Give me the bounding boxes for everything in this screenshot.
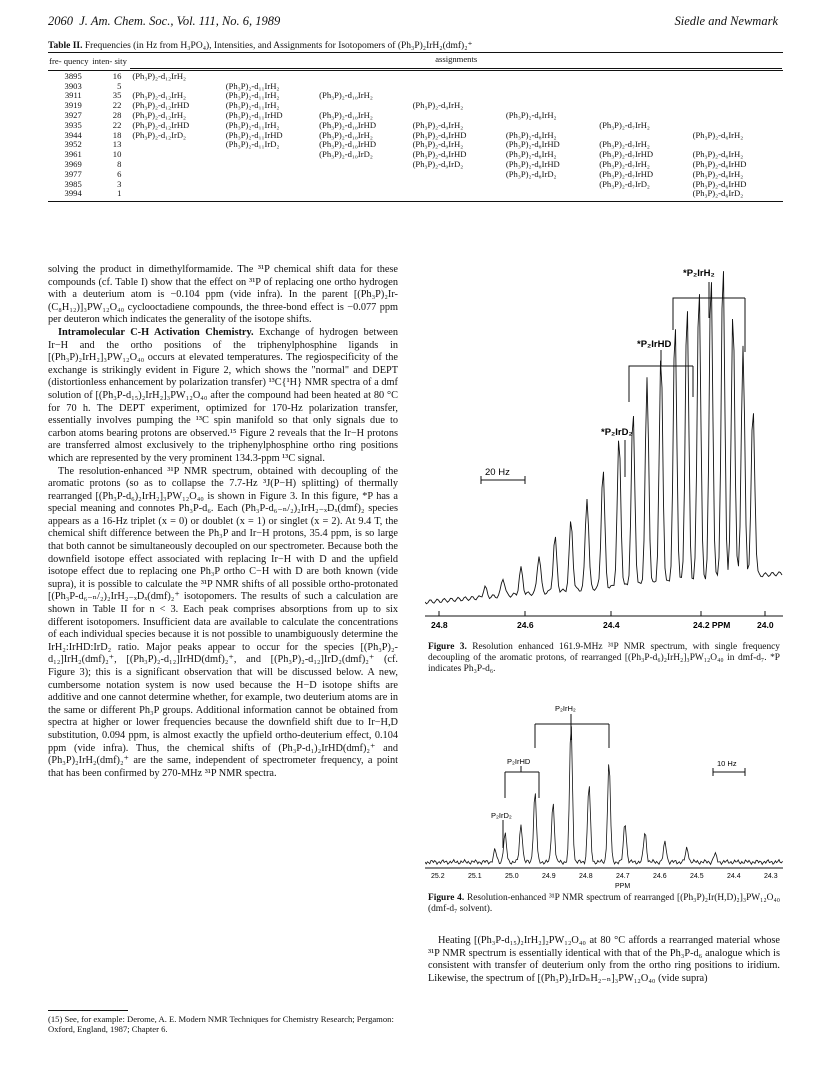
col-header-assignments: assignments	[129, 53, 783, 71]
cell-assignment: (Ph₃P)₂-d₇IrD₂	[599, 178, 650, 189]
cell-assignment	[690, 82, 783, 92]
fig3-label-ird2: *P₂IrD₂	[601, 427, 633, 438]
fig3-caption-text: Resolution enhanced 161.9-MHz ³¹P NMR spectrum, with single frequency decoupling of the aromatic protons, of rearranged [(Ph₃P-d₆)₂IrH₂]₃PW₁₂O₄₀ in dmf-d₇. *P indicates Ph₃P-d₆.	[428, 642, 780, 674]
cell-frequency: 3944	[64, 129, 82, 140]
cell-frequency: 3919	[64, 100, 82, 111]
cell-intensity: 8	[117, 158, 122, 169]
cell-assignment	[690, 91, 783, 101]
cell-assignment	[316, 170, 409, 180]
table-row	[48, 160, 783, 170]
cell-assignment: (Ph₃P)₂-d₉IrHD	[412, 129, 467, 140]
figure-4-caption	[428, 893, 780, 915]
cell-assignment	[596, 189, 689, 199]
cell-assignment: (Ph₃P)₂-d₁₁IrH₂	[225, 80, 280, 91]
fig4-ppm-label: PPM	[615, 883, 631, 890]
cell-frequency: 3895	[64, 70, 82, 81]
figure-3-spectrum	[425, 262, 785, 632]
cell-assignment	[690, 111, 783, 121]
table-row	[48, 72, 783, 82]
fig4-scale-label: 10 Hz	[717, 759, 737, 768]
cell-assignment: (Ph₃P)₂-d₁₁IrH₂	[225, 100, 280, 111]
cell-frequency: 3985	[64, 178, 82, 189]
table-ii	[48, 52, 783, 202]
table-row	[48, 170, 783, 180]
fig4-caption-text: Resolution-enhanced ³¹P NMR spectrum of rearranged [(Ph₃P)₂Ir(H,D)₂]₃PW₁₂O₄₀ (dmf-d₇ solvent).	[428, 893, 780, 914]
cell-assignment	[316, 180, 409, 190]
col-header-intensity: inten- sity	[92, 56, 127, 66]
cell-frequency: 3969	[64, 158, 82, 169]
paragraph-2: Intramolecular C-H Activation Chemistry. Exchange of hydrogen between Ir−H and the ortho positions of the triphenylphosphine ligands in [(Ph₃P)₂IrH₂]₃PW₁₂O₄₀ occurs at elevated temperatures. The regiospecificity of the exchange is strikingly evident in Figure 2, which shows the "normal" and DEPT (distortionless enhancement by polarization transfer) ¹³C{¹H} NMR spectra of a dmf solution of [(Ph₃P-d₁₅)₂IrH₂]₃PW₁₂O₄₀ after the compound had been heated at 80 °C for 70 h. The DEPT experiment, optimized for 170-Hz polarization transfer, essentially involves pumping the ¹³C spin manifold so that only signals due to carbon atoms bearing protons are observed.¹⁵ Figure 2 reveals that the Ir−H protons are transferred almost exclusively to the triphenylphosphine ortho ring positions which are represented by the very prominent 134.3-ppm ¹³C signal.	[48, 326, 398, 464]
cell-assignment	[316, 160, 409, 170]
fig4-tick-label: 24.5	[690, 873, 704, 880]
cell-assignment: (Ph₃P)₂-d₁₀IrH₂	[319, 129, 373, 140]
cell-assignment	[410, 72, 503, 82]
left-column-text	[48, 264, 398, 780]
page-number: 2060	[48, 14, 73, 28]
cell-assignment	[129, 160, 222, 170]
cell-assignment	[223, 170, 316, 180]
cell-frequency: 3952	[64, 139, 82, 150]
fig3-ticks	[431, 611, 774, 630]
footnote-rule	[48, 1010, 128, 1011]
fig4-caption-label: Figure 4.	[428, 893, 465, 903]
fig3-tick-label: 24.4	[603, 620, 620, 630]
fig4-label-ird2: P₂IrD₂	[491, 811, 512, 820]
fig4-ticks	[431, 873, 778, 880]
cell-intensity: 18	[112, 129, 122, 140]
cell-assignment: (Ph₃P)₂-d₈IrD₂	[505, 168, 557, 179]
cell-frequency: 3961	[64, 149, 82, 160]
cell-intensity: 16	[112, 70, 122, 81]
cell-assignment: (Ph₃P)₂-d₆IrH₂	[692, 168, 744, 179]
cell-intensity: 6	[117, 168, 122, 179]
cell-frequency: 3935	[64, 119, 82, 130]
cell-assignment: (Ph₃P)₂-d₆IrHD	[692, 158, 747, 169]
cell-assignment: (Ph₃P)₂-d₁₁IrD₂	[225, 139, 280, 150]
footnote: (15) See, for example: Derome, A. E. Modern NMR Techniques for Chemistry Research; Pergamon: Oxford, England, 1987; Chapter 6.	[48, 1014, 394, 1035]
cell-assignment: (Ph₃P)₂-d₁₂IrHD	[132, 119, 190, 130]
cell-assignment: (Ph₃P)₂-d₁₁IrH₂	[225, 90, 280, 101]
table-row	[48, 180, 783, 190]
fig3-caption-label: Figure 3.	[428, 642, 467, 652]
cell-assignment: (Ph₃P)₂-d₇IrHD	[599, 168, 654, 179]
cell-intensity: 1	[117, 188, 122, 199]
running-authors: Siedle and Newmark	[674, 14, 778, 28]
cell-assignment: (Ph₃P)₂-d₁₂IrH₂	[132, 90, 187, 101]
cell-intensity: 13	[112, 139, 122, 150]
cell-intensity: 3	[117, 178, 122, 189]
cell-frequency: 3911	[64, 90, 82, 101]
fig4-tick-label: 25.0	[505, 873, 519, 880]
cell-assignment	[223, 180, 316, 190]
cell-assignment: (Ph₃P)₂-d₁₁IrH₂	[225, 119, 280, 130]
cell-assignment: (Ph₃P)₂-d₁₂IrH₂	[132, 109, 187, 120]
cell-assignment: (Ph₃P)₂-d₁₁IrHD	[225, 109, 283, 120]
cell-intensity: 5	[117, 80, 122, 91]
cell-assignment: (Ph₃P)₂-d₆IrD₂	[692, 188, 744, 199]
cell-intensity: 35	[112, 90, 122, 101]
fig4-tick-label: 24.3	[764, 873, 778, 880]
cell-assignment: (Ph₃P)₂-d₁₀IrHD	[319, 119, 377, 130]
cell-assignment: (Ph₃P)₂-d₁₁IrHD	[225, 129, 283, 140]
cell-assignment: (Ph₃P)₂-d₁₀IrH₂	[319, 90, 373, 101]
cell-assignment: (Ph₃P)₂-d₁₀IrD₂	[319, 149, 373, 160]
cell-assignment: (Ph₃P)₂-d₆IrHD	[692, 178, 747, 189]
cell-assignment: (Ph₃P)₂-d₈IrH₂	[505, 109, 557, 120]
fig3-tick-label: 24.2 PPM	[693, 620, 731, 630]
cell-assignment: (Ph₃P)₂-d₇IrH₂	[599, 119, 650, 130]
cell-assignment: (Ph₃P)₂-d₆IrH₂	[692, 129, 744, 140]
cell-assignment	[316, 72, 409, 82]
cell-assignment	[410, 180, 503, 190]
fig4-tick-label: 24.8	[579, 873, 593, 880]
cell-assignment: (Ph₃P)₂-d₁₀IrH₂	[319, 109, 373, 120]
cell-assignment: (Ph₃P)₂-d₁₀IrHD	[319, 139, 377, 150]
cell-assignment	[129, 170, 222, 180]
journal-citation: J. Am. Chem. Soc., Vol. 111, No. 6, 1989	[79, 14, 281, 28]
cell-assignment	[503, 180, 596, 190]
cell-assignment	[690, 101, 783, 111]
table-label: Table II.	[48, 41, 83, 51]
fig4-trace	[425, 726, 783, 864]
figure-4-spectrum	[425, 700, 785, 890]
cell-assignment	[596, 72, 689, 82]
table-caption	[48, 40, 788, 51]
cell-frequency: 3977	[64, 168, 82, 179]
fig4-label-irhd: P₂IrHD	[507, 757, 531, 766]
cell-assignment	[596, 82, 689, 92]
cell-frequency: 3994	[64, 188, 82, 199]
fig4-tick-label: 24.4	[727, 873, 741, 880]
cell-assignment	[223, 189, 316, 199]
cell-assignment	[410, 82, 503, 92]
section-heading: Intramolecular C-H Activation Chemistry.	[58, 326, 254, 338]
cell-assignment	[129, 189, 222, 199]
fig3-tick-label: 24.6	[517, 620, 534, 630]
cell-assignment: (Ph₃P)₂-d₈IrHD	[505, 139, 560, 150]
cell-assignment	[503, 91, 596, 101]
fig4-tick-label: 25.2	[431, 873, 445, 880]
cell-intensity: 22	[112, 119, 122, 130]
cell-assignment: (Ph₃P)₂-d₉IrD₂	[412, 158, 464, 169]
col-header-frequency: fre- quency	[49, 56, 89, 66]
fig4-tick-label: 24.7	[616, 873, 630, 880]
page-journal-line	[48, 14, 280, 29]
cell-intensity: 22	[112, 100, 122, 111]
cell-assignment	[410, 189, 503, 199]
paragraph-right: Heating [(Ph₃P-d₁₅)₂IrH₂]₂PW₁₂O₄₀ at 80 °C affords a rearranged material whose ³¹P NMR spectrum is essentially identical with that of the Ph₃P-d₆ analogue which is consistent with transfer of deuterium only from the ortho ring positions to iridium. Likewise, the spectrum of [(Ph₃P)₂IrDₙH₂₋ₙ]₃PW₁₂O₄₀ (vide supra)	[428, 935, 780, 984]
cell-assignment	[129, 180, 222, 190]
cell-assignment: (Ph₃P)₂-d₉IrH₂	[412, 119, 464, 130]
paragraph-3: The resolution-enhanced ³¹P NMR spectrum, obtained with decoupling of the aromatic protons (so as to collapse the 7.7-Hz ³J(P−H) splitting) of thermally rearranged [(Ph₃P-d₆)₂IrH₂]₃PW₁₂O₄₀ is shown in Figure 3. In this figure, *P has a special meaning and connotes Ph₃P-d₆. Each (Ph₃P-d₆₋ₙ/₂)₂IrH₂₋ₓDₓ(dmf)₂ species appears as a 16-Hz triplet (x = 0) or doublet (x = 1) or singlet (x = 2). At 9.4 T, the chemical shift difference between the Ph₃P and Ir−H protons, 35.4 ppm, is so large that both cannot be simultaneously decoupled on our spectrometer. Because both the downfield isotope effect associated with replacing Ir−H with D and the upfield isotope effect due to replacing one Ph₃P ortho C−H with D are both known (vide supra), it is possible to calculate the ³¹P NMR shifts of all possible ortho-protonated [(Ph₃P-d₆₋ₙ/₂)₂IrH₂₋ₓDₓ(dmf)₂⁺ isotopomers. The results of such a calculation are shown in Table II for n < 3. Each peak comprises absorptions from up to six different isotopomers. Insufficient data are available to calculate the concentrations of each individual species because it is not possible to unambiguously determine the IrH₂:IrHD:IrD₂ ratio. Major peaks appear to occur for the species [(Ph₃P)₂-d₁₂]IrH₂(dmf)₂⁺, [(Ph₃P)₂-d₁₂]IrHD(dmf)₂⁺, and [(Ph₃P)₂-d₁₂]IrD₂(dmf)₂⁺ (cf. Figure 3); this is a significant observation that will be discussed below. A new, cumbersome notation system is now used because the H−D isotope shifts are additive and one cannot determine whether, for example, two deuterium atoms are in the same or different Ph₃P groups. Additional information cannot be obtained from spectra at higher or lower frequencies because the downfield shift due to Ir−H,D substitution, 0.094 ppm, is almost exactly the upfield ortho-deuterium effect, 0.104 ppm (vide infra). Thus, the chemical shifts of (Ph₃P-d₁)₂IrHD(dmf)₂⁺ and (Ph₃P)₂IrH₂(dmf)₂⁺ are the same, independent of spectrometer frequency, a point that has been confirmed by 270-MHz ³¹P NMR spectra.	[48, 465, 398, 779]
cell-assignment: (Ph₃P)₂-d₉IrH₂	[412, 139, 464, 150]
cell-frequency: 3927	[64, 109, 82, 120]
fig3-assignment-brackets	[481, 282, 745, 484]
table-caption-text: Frequencies (in Hz from H₃PO₄), Intensities, and Assignments for Isotopomers of (Ph₃P)₂IrH₂(dmf)₂⁺	[82, 41, 473, 51]
cell-assignment: (Ph₃P)₂-d₇IrH₂	[599, 158, 650, 169]
cell-assignment	[596, 101, 689, 111]
cell-assignment	[129, 140, 222, 150]
figure-3-caption	[428, 642, 780, 675]
right-column-text	[428, 935, 780, 985]
cell-assignment	[223, 160, 316, 170]
cell-assignment	[503, 72, 596, 82]
cell-assignment	[503, 82, 596, 92]
cell-assignment: (Ph₃P)₂-d₈IrHD	[505, 158, 560, 169]
cell-assignment	[596, 91, 689, 101]
cell-assignment: (Ph₃P)₂-d₇IrH₂	[599, 139, 650, 150]
cell-assignment: (Ph₃P)₂-d₁₂IrHD	[132, 100, 190, 111]
cell-intensity: 28	[112, 109, 122, 120]
fig4-tick-label: 24.9	[542, 873, 556, 880]
cell-assignment: (Ph₃P)₂-d₈IrH₂	[505, 149, 557, 160]
cell-assignment	[129, 150, 222, 160]
fig3-scale-label: 20 Hz	[485, 467, 510, 478]
fig3-tick-label: 24.0	[757, 620, 774, 630]
cell-assignment: (Ph₃P)₂-d₇IrHD	[599, 149, 654, 160]
cell-assignment	[503, 189, 596, 199]
cell-assignment: (Ph₃P)₂-d₆IrH₂	[692, 149, 744, 160]
cell-assignment: (Ph₃P)₂-d₁₂IrD₂	[132, 129, 187, 140]
cell-assignment: (Ph₃P)₂-d₉IrHD	[412, 149, 467, 160]
cell-assignment	[690, 72, 783, 82]
fig4-tick-label: 25.1	[468, 873, 482, 880]
cell-intensity: 10	[112, 149, 122, 160]
paragraph-1: solving the product in dimethylformamide. The ³¹P chemical shift data for these compounds (cf. Table I) show that the effect on ³¹P of replacing one ortho hydrogen with a deuterium atom is −0.104 ppm (vide infra). In the parent [(Ph₃P)₂Ir-(C₈H₁₂)]₃PW₁₂O₄₀ cyclooctadiene compounds, the three-bond effect is −0.077 ppm per deuteron which indicates the generality of the isotope shifts.	[48, 264, 398, 326]
cell-assignment	[223, 150, 316, 160]
cell-assignment	[410, 170, 503, 180]
cell-assignment: (Ph₃P)₂-d₉IrH₂	[412, 100, 464, 111]
fig3-tick-label: 24.8	[431, 620, 448, 630]
fig4-label-irh2: P₂IrH₂	[555, 704, 576, 713]
cell-assignment	[316, 189, 409, 199]
cell-frequency: 3903	[64, 80, 82, 91]
fig4-tick-label: 24.6	[653, 873, 667, 880]
fig3-label-irhd: *P₂IrHD	[637, 339, 672, 350]
cell-assignment: (Ph₃P)₂-d₁₂IrH₂	[132, 70, 187, 81]
cell-assignment: (Ph₃P)₂-d₈IrH₂	[505, 129, 557, 140]
fig3-label-irh2: *P₂IrH₂	[683, 268, 715, 279]
table-row	[48, 189, 783, 199]
